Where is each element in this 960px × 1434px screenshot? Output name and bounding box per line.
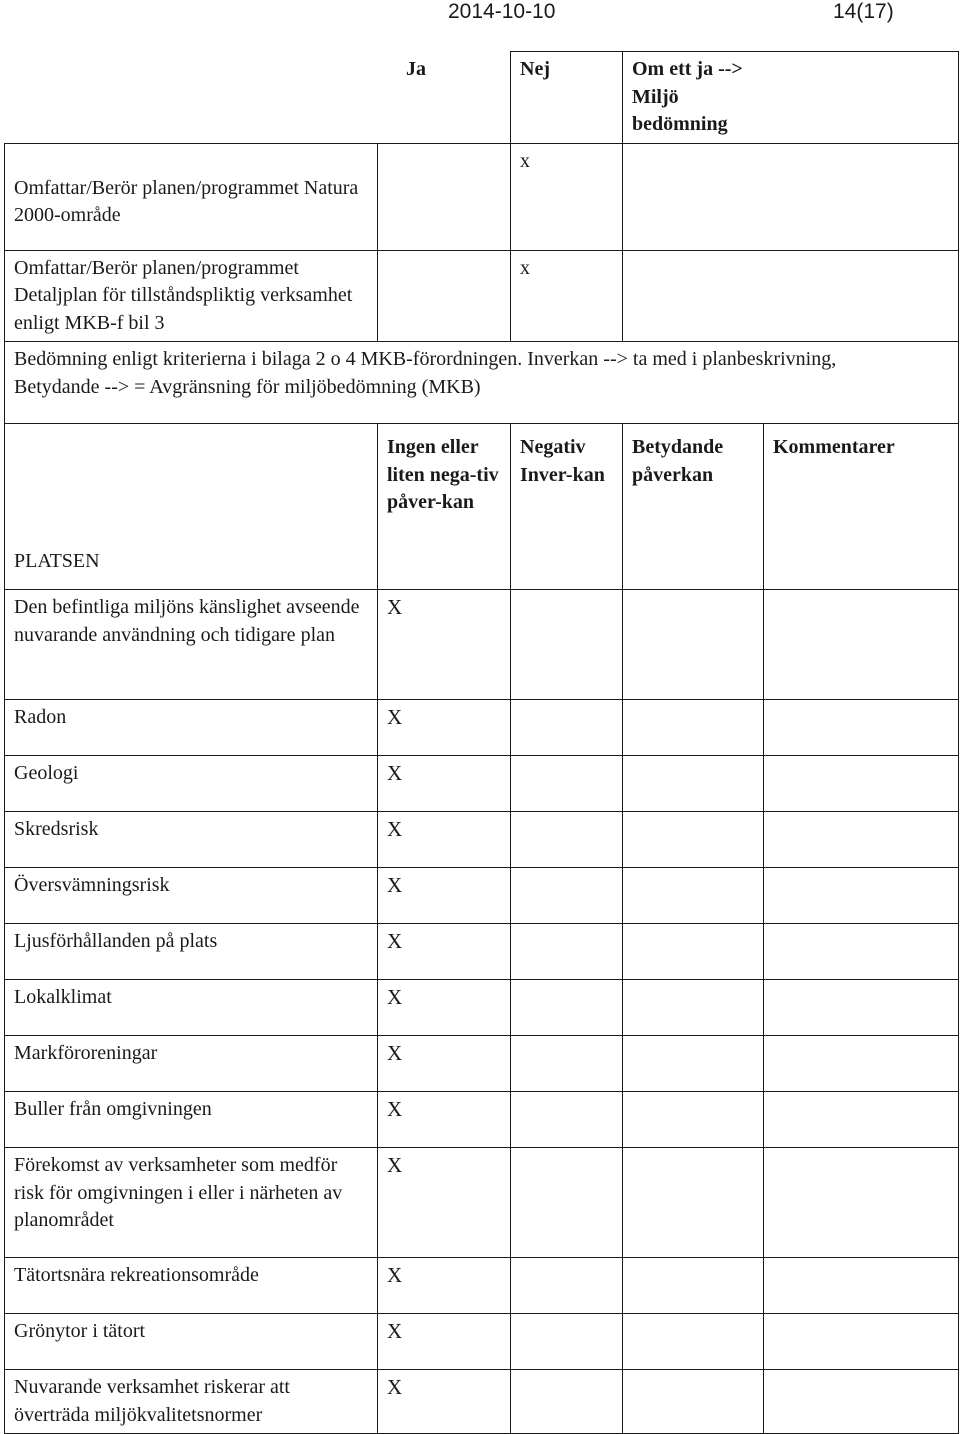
ingen-cell: X bbox=[378, 924, 511, 980]
negativ-cell bbox=[511, 756, 623, 812]
criteria-note: Bedömning enligt kriterierna i bilaga 2 o 4 MKB-förordningen. Inverkan --> ta med i planbeskrivning, Betydande --> = Avgränsning för miljöbedömning (MKB) bbox=[5, 342, 959, 424]
row-label: Geologi bbox=[5, 756, 378, 812]
negativ-cell bbox=[511, 1036, 623, 1092]
ingen-cell: X bbox=[378, 1092, 511, 1148]
table-row bbox=[5, 1258, 959, 1314]
row-label: Översvämningsrisk bbox=[5, 868, 378, 924]
row-label: Grönytor i tätort bbox=[5, 1314, 378, 1370]
table-row bbox=[5, 812, 959, 868]
betydande-cell bbox=[623, 1148, 764, 1258]
ingen-cell: X bbox=[378, 700, 511, 756]
negativ-cell bbox=[511, 1370, 623, 1434]
table-row bbox=[5, 590, 959, 700]
kommentar-cell bbox=[764, 1314, 959, 1370]
assessment-header-row bbox=[5, 424, 959, 590]
col-ingen: Ingen eller liten nega-tiv påver-kan bbox=[378, 424, 511, 590]
col-om-ett-ja-label: Om ett ja --> Miljö bedömning bbox=[632, 58, 743, 135]
table-row bbox=[5, 756, 959, 812]
negativ-cell bbox=[511, 1314, 623, 1370]
document-date: 2014-10-10 bbox=[448, 0, 556, 23]
row-label: Tätortsnära rekreationsområde bbox=[5, 1258, 378, 1314]
betydande-cell bbox=[623, 700, 764, 756]
betydande-cell bbox=[623, 868, 764, 924]
table-row bbox=[5, 1314, 959, 1370]
top-row-natura bbox=[5, 143, 959, 250]
betydande-cell bbox=[623, 1314, 764, 1370]
betydande-cell bbox=[623, 590, 764, 700]
row-label: Radon bbox=[5, 700, 378, 756]
row-label: Omfattar/Berör planen/programmet Natura 2000-område bbox=[5, 143, 378, 250]
row-label: Lokalklimat bbox=[5, 980, 378, 1036]
top-row-detaljplan bbox=[5, 250, 959, 342]
betydande-cell bbox=[623, 1370, 764, 1434]
ingen-cell: X bbox=[378, 868, 511, 924]
negativ-cell bbox=[511, 980, 623, 1036]
col-om-ett-ja bbox=[623, 52, 959, 144]
negativ-cell bbox=[511, 590, 623, 700]
negativ-cell bbox=[511, 1148, 623, 1258]
kommentar-cell bbox=[764, 756, 959, 812]
ingen-cell: X bbox=[378, 812, 511, 868]
nej-cell: x bbox=[511, 143, 623, 250]
betydande-cell bbox=[623, 1258, 764, 1314]
kommentar-cell bbox=[764, 812, 959, 868]
kommentar-cell bbox=[764, 868, 959, 924]
ingen-cell: X bbox=[378, 756, 511, 812]
kommentar-cell bbox=[764, 924, 959, 980]
ja-cell bbox=[378, 250, 511, 342]
top-header-row bbox=[5, 52, 959, 144]
betydande-cell bbox=[623, 756, 764, 812]
row-label: Förekomst av verksamheter som medför risk för omgivningen i eller i närheten av planområdet bbox=[5, 1148, 378, 1258]
table-row bbox=[5, 700, 959, 756]
row-label: Den befintliga miljöns känslighet avseende nuvarande användning och tidigare plan bbox=[5, 590, 378, 700]
kommentar-cell bbox=[764, 590, 959, 700]
row-label: Omfattar/Berör planen/programmet Detaljplan för tillståndspliktig verksamhet enligt MKB-f bil 3 bbox=[5, 250, 378, 342]
ingen-cell: X bbox=[378, 1314, 511, 1370]
criteria-note-row bbox=[5, 342, 959, 424]
negativ-cell bbox=[511, 1092, 623, 1148]
ja-cell bbox=[378, 143, 511, 250]
kommentar-cell bbox=[764, 1370, 959, 1434]
blank-cell bbox=[5, 52, 511, 144]
page-number: 14(17) bbox=[833, 0, 894, 23]
table-row bbox=[5, 1036, 959, 1092]
table-row bbox=[5, 980, 959, 1036]
ingen-cell: X bbox=[378, 590, 511, 700]
ingen-cell: X bbox=[378, 980, 511, 1036]
kommentar-cell bbox=[764, 980, 959, 1036]
ingen-cell: X bbox=[378, 1370, 511, 1434]
negativ-cell bbox=[511, 924, 623, 980]
table-row bbox=[5, 1370, 959, 1434]
col-nej-label: Nej bbox=[520, 58, 550, 80]
negativ-cell bbox=[511, 868, 623, 924]
ingen-cell: X bbox=[378, 1036, 511, 1092]
betydande-cell bbox=[623, 812, 764, 868]
negativ-cell bbox=[511, 700, 623, 756]
negativ-cell bbox=[511, 1258, 623, 1314]
col-negativ: Negativ Inver-kan bbox=[511, 424, 623, 590]
om-cell bbox=[623, 143, 959, 250]
table-row bbox=[5, 868, 959, 924]
table-row bbox=[5, 924, 959, 980]
screening-table bbox=[4, 51, 959, 1434]
row-label: Nuvarande verksamhet riskerar att överträda miljökvalitetsnormer bbox=[5, 1370, 378, 1434]
nej-cell: x bbox=[511, 250, 623, 342]
kommentar-cell bbox=[764, 1036, 959, 1092]
om-cell bbox=[623, 250, 959, 342]
col-betydande: Betydande påverkan bbox=[623, 424, 764, 590]
row-label: Markföroreningar bbox=[5, 1036, 378, 1092]
negativ-cell bbox=[511, 812, 623, 868]
col-nej: Ja Nej bbox=[511, 52, 623, 144]
kommentar-cell bbox=[764, 1092, 959, 1148]
kommentar-cell bbox=[764, 1148, 959, 1258]
row-label: Buller från omgivningen bbox=[5, 1092, 378, 1148]
table-row bbox=[5, 1092, 959, 1148]
ingen-cell: X bbox=[378, 1258, 511, 1314]
kommentar-cell bbox=[764, 1258, 959, 1314]
betydande-cell bbox=[623, 980, 764, 1036]
betydande-cell bbox=[623, 1036, 764, 1092]
row-label: Skredsrisk bbox=[5, 812, 378, 868]
row-label: Ljusförhållanden på plats bbox=[5, 924, 378, 980]
ingen-cell: X bbox=[378, 1148, 511, 1258]
table-row bbox=[5, 1148, 959, 1258]
betydande-cell bbox=[623, 924, 764, 980]
kommentar-cell bbox=[764, 700, 959, 756]
section-label-platsen: PLATSEN bbox=[5, 424, 378, 590]
page-header bbox=[0, 0, 960, 30]
col-kommentarer: Kommentarer bbox=[764, 424, 959, 590]
betydande-cell bbox=[623, 1092, 764, 1148]
